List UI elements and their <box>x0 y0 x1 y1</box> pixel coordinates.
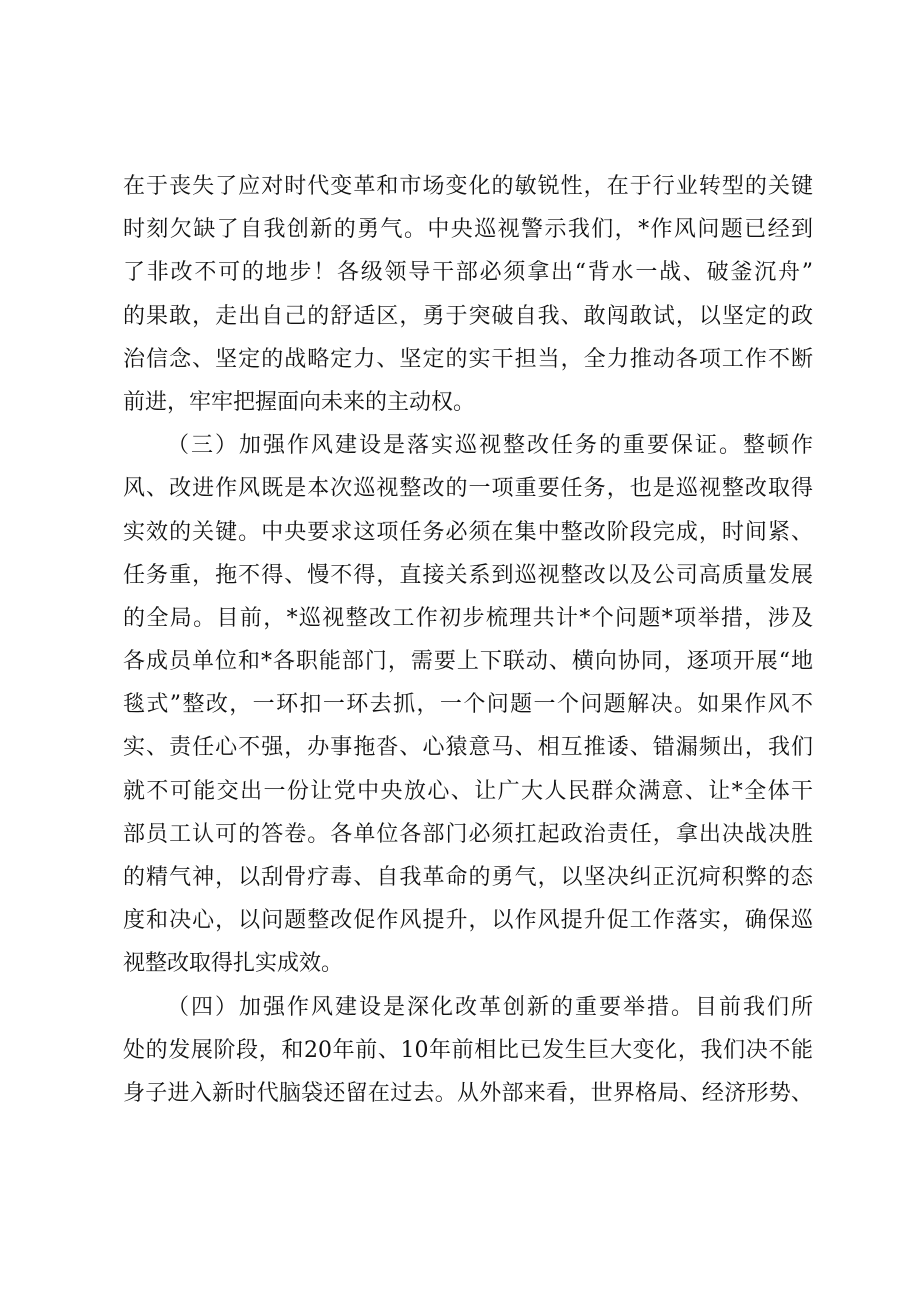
text-line: 视整改取得扎实成效。 <box>123 951 344 977</box>
text-line: 任务重，拖不得、慢不得，直接关系到巡视整改以及公司高质量发展 <box>123 562 813 588</box>
text-line: 前进，牢牢把握面向未来的主动权。 <box>123 389 476 415</box>
paragraph-heading-line: （三）加强作风建设是落实巡视整改任务的重要保证。整顿作 <box>167 433 813 459</box>
text-line: 就不可能交出一份让党中央放心、让广大人民群众满意、让*全体干 <box>123 778 813 804</box>
document-body <box>123 165 813 1115</box>
text-line: 治信念、坚定的战略定力、坚定的实干担当，全力推动各项工作不断 <box>123 346 813 372</box>
text-line: 身子进入新时代脑袋还留在过去。从外部来看，世界格局、经济形势、 <box>123 1080 813 1106</box>
text-line: 度和决心，以问题整改促作风提升，以作风提升促工作落实，确保巡 <box>123 908 813 934</box>
text-line: 时刻欠缺了自我创新的勇气。中央巡视警示我们，*作风问题已经到 <box>123 217 813 243</box>
text-line: 各成员单位和*各职能部门，需要上下联动、横向协同，逐项开展“地 <box>123 649 813 675</box>
text-line: 了非改不可的地步！各级领导干部必须拿出“背水一战、破釜沉舟” <box>123 260 813 286</box>
text-line: 处的发展阶段，和20年前、10年前相比已发生巨大变化，我们决不能 <box>123 1037 813 1063</box>
text-line: 的精气神，以刮骨疗毒、自我革命的勇气，以坚决纠正沉疴积弊的态 <box>123 865 813 890</box>
text-line: 实、责任心不强，办事拖沓、心猿意马、相互推诿、错漏频出，我们 <box>123 735 813 761</box>
text-line: 在于丧失了应对时代变革和市场变化的敏锐性，在于行业转型的关键 <box>123 174 813 199</box>
text-line: 的果敢，走出自己的舒适区，勇于突破自我、敢闯敢试，以坚定的政 <box>123 303 813 329</box>
text-line: 毯式”整改，一环扣一环去抓，一个问题一个问题解决。如果作风不 <box>123 692 813 718</box>
text-line: 风、改进作风既是本次巡视整改的一项重要任务，也是巡视整改取得 <box>123 476 813 502</box>
text-line: 实效的关键。中央要求这项任务必须在集中整改阶段完成，时间紧、 <box>123 519 813 545</box>
text-line: 部员工认可的答卷。各单位各部门必须扛起政治责任，拿出决战决胜 <box>123 821 813 847</box>
text-line: 的全局。目前，*巡视整改工作初步梳理共计*个问题*项举措，涉及 <box>123 605 813 631</box>
paragraph-heading-line: （四）加强作风建设是深化改革创新的重要举措。目前我们所 <box>167 994 813 1020</box>
